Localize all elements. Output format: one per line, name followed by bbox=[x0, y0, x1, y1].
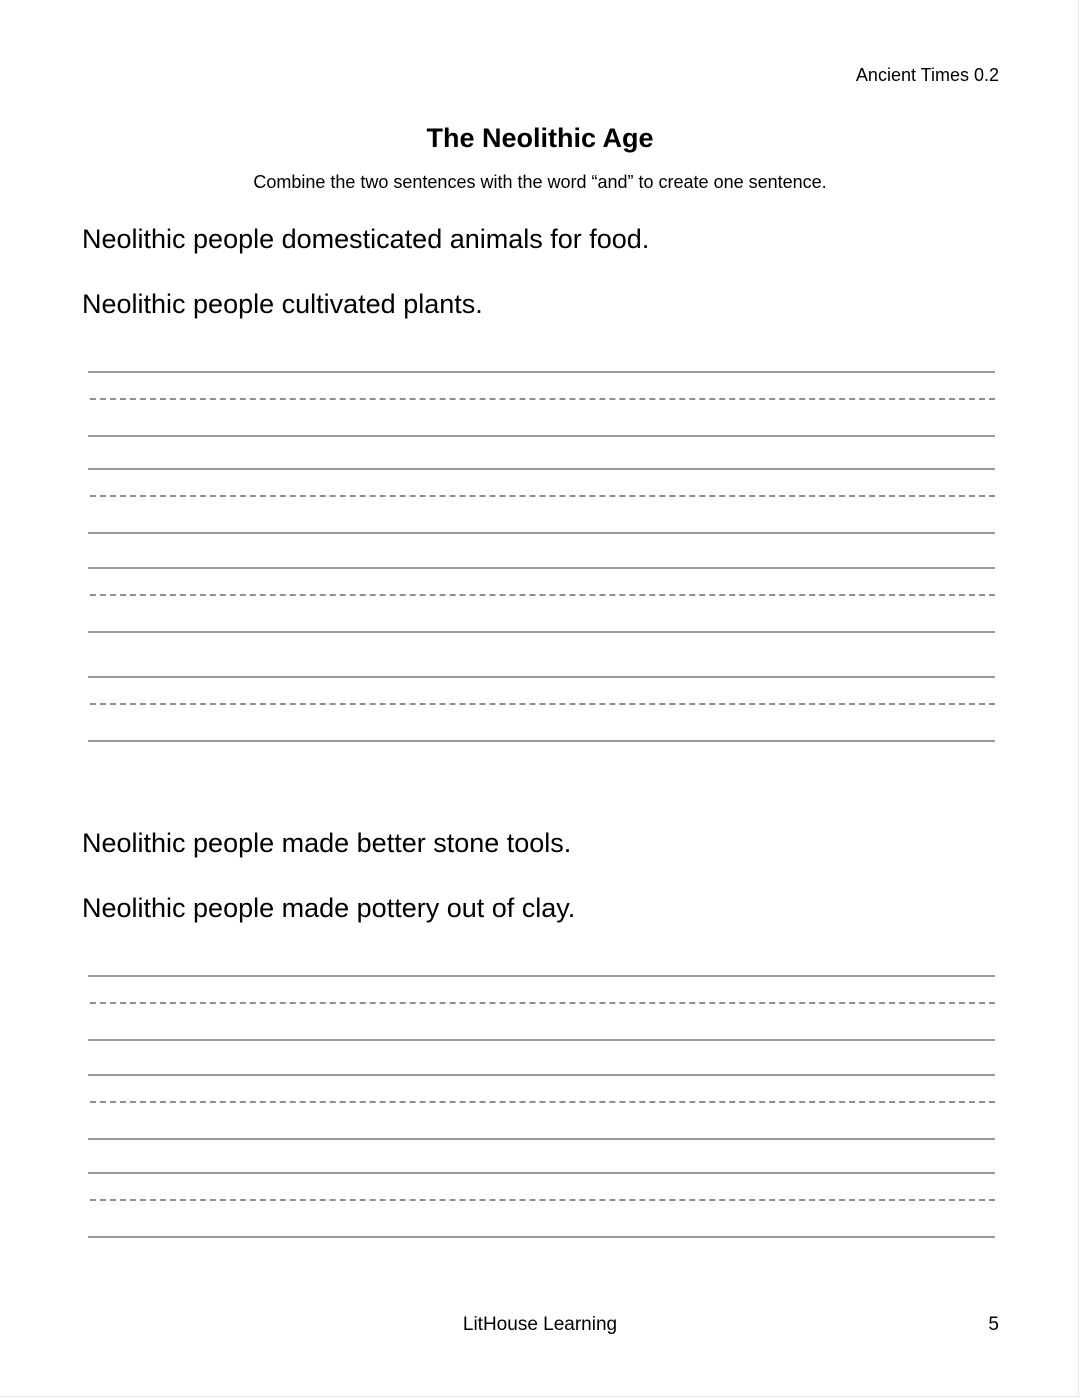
base-line bbox=[88, 740, 995, 742]
midline-dashed bbox=[90, 594, 995, 596]
top-line bbox=[88, 567, 995, 569]
exercise-1-sentence-1: Neolithic people domesticated animals for food. bbox=[82, 224, 650, 254]
midline-dashed bbox=[90, 398, 995, 400]
exercise-2-sentence-1: Neolithic people made better stone tools. bbox=[82, 828, 572, 858]
exercise-1-sentence-2: Neolithic people cultivated plants. bbox=[82, 289, 483, 319]
exercise-2-sentence-2: Neolithic people made pottery out of clay. bbox=[82, 893, 576, 923]
midline-dashed bbox=[90, 1101, 995, 1103]
writing-row[interactable] bbox=[88, 371, 995, 443]
instructions: Combine the two sentences with the word “and” to create one sentence. bbox=[253, 172, 827, 192]
top-line bbox=[88, 1074, 995, 1076]
writing-row[interactable] bbox=[88, 567, 995, 639]
top-line bbox=[88, 371, 995, 373]
writing-row[interactable] bbox=[88, 975, 995, 1047]
top-line bbox=[88, 468, 995, 470]
writing-row[interactable] bbox=[88, 468, 995, 540]
header-label: Ancient Times 0.2 bbox=[855, 65, 999, 85]
midline-dashed bbox=[90, 1002, 995, 1004]
midline-dashed bbox=[90, 703, 995, 705]
midline-dashed bbox=[90, 495, 995, 497]
midline-dashed bbox=[90, 1199, 995, 1201]
top-line bbox=[88, 676, 995, 678]
base-line bbox=[88, 435, 995, 437]
writing-row[interactable] bbox=[88, 1074, 995, 1146]
base-line bbox=[88, 631, 995, 633]
top-line bbox=[88, 975, 995, 977]
writing-row[interactable] bbox=[88, 676, 995, 748]
base-line bbox=[88, 1039, 995, 1041]
base-line bbox=[88, 1236, 995, 1238]
footer-publisher: LitHouse Learning bbox=[462, 1314, 618, 1335]
page-title: The Neolithic Age bbox=[426, 123, 654, 153]
top-line bbox=[88, 1172, 995, 1174]
base-line bbox=[88, 1138, 995, 1140]
page-number: 5 bbox=[988, 1314, 999, 1335]
base-line bbox=[88, 532, 995, 534]
writing-row[interactable] bbox=[88, 1172, 995, 1244]
